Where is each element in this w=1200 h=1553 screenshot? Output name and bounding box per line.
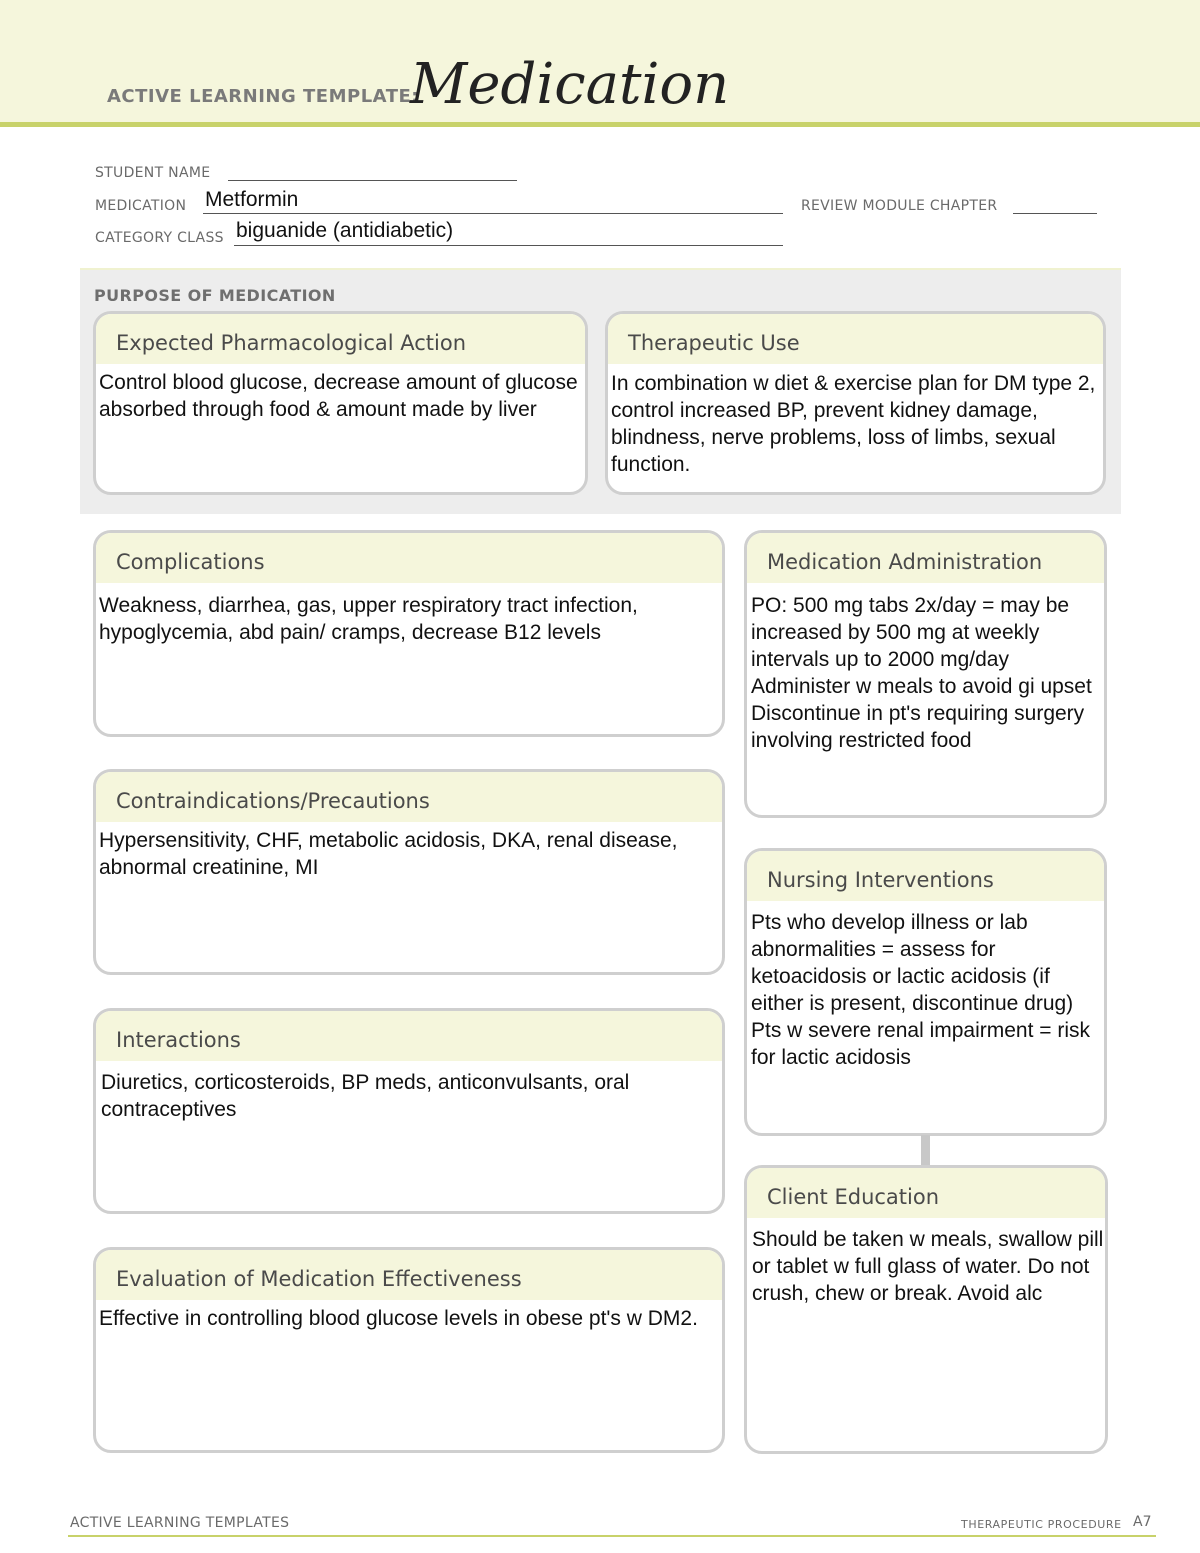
complications-text[interactable]: Weakness, diarrhea, gas, upper respiratory tract infection, hypoglycemia, abd pain/ cramps, decrease B12 levels xyxy=(99,594,638,644)
complications-heading: Complications xyxy=(96,533,722,583)
nursing-line: Pts who develop illness or lab abnormalities = assess for ketoacidosis or lactic acidosis (if either is present, discontinue drug) xyxy=(751,911,1074,1015)
client-education-heading: Client Education xyxy=(747,1168,1105,1218)
expected-action-heading: Expected Pharmacological Action xyxy=(96,314,585,364)
interactions-heading: Interactions xyxy=(96,1011,722,1061)
nursing-interventions-heading: Nursing Interventions xyxy=(747,851,1104,901)
expected-action-text[interactable]: Control blood glucose, decrease amount of glucose absorbed through food & amount made by liver xyxy=(99,371,578,421)
review-module-label: REVIEW MODULE CHAPTER xyxy=(801,198,998,214)
header-rule xyxy=(0,122,1200,127)
review-module-field[interactable] xyxy=(1013,213,1097,214)
page-title: Medication xyxy=(410,52,730,117)
evaluation-text[interactable]: Effective in controlling blood glucose levels in obese pt's w DM2. xyxy=(99,1307,698,1330)
client-education-text[interactable]: Should be taken w meals, swallow pill or tablet w full glass of water. Do not crush, chew or break. Avoid alc xyxy=(752,1228,1104,1305)
student-name-field[interactable] xyxy=(228,180,517,181)
contraindications-heading: Contraindications/Precautions xyxy=(96,772,722,822)
category-class-field[interactable] xyxy=(234,245,783,246)
nursing-interventions-text[interactable] xyxy=(747,901,1104,1071)
administration-line: PO: 500 mg tabs 2x/day = may be increased by 500 mg at weekly intervals up to 2000 mg/day xyxy=(751,594,1070,671)
footer-left-label: ACTIVE LEARNING TEMPLATES xyxy=(70,1515,290,1531)
contraindications-text[interactable]: Hypersensitivity, CHF, metabolic acidosis, DKA, renal disease, abnormal creatinine, MI xyxy=(99,829,678,879)
category-class-label: CATEGORY CLASS xyxy=(95,230,224,246)
footer-rule xyxy=(68,1535,1156,1537)
therapeutic-use-heading: Therapeutic Use xyxy=(608,314,1103,364)
administration-line: Discontinue in pt's requiring surgery involving restricted food xyxy=(751,702,1085,752)
student-name-label: STUDENT NAME xyxy=(95,165,211,181)
interactions-box xyxy=(93,1008,725,1214)
nursing-line: Pts w severe renal impairment = risk for lactic acidosis xyxy=(751,1019,1091,1069)
administration-line: Administer w meals to avoid gi upset xyxy=(751,675,1092,698)
administration-heading: Medication Administration xyxy=(747,533,1104,583)
page-number: A7 xyxy=(1133,1514,1152,1530)
complications-box xyxy=(93,530,725,737)
client-education-box xyxy=(744,1165,1108,1454)
evaluation-heading: Evaluation of Medication Effectiveness xyxy=(96,1250,722,1300)
expected-action-box xyxy=(93,311,588,495)
evaluation-box xyxy=(93,1247,725,1453)
nursing-interventions-box xyxy=(744,848,1107,1136)
box-connector xyxy=(921,1135,930,1166)
purpose-title: PURPOSE OF MEDICATION xyxy=(94,286,336,305)
contraindications-box xyxy=(93,769,725,975)
therapeutic-use-text[interactable]: In combination w diet & exercise plan for DM type 2, control increased BP, prevent kidney damage, blindness, nerve problems, loss of limbs, sexual function. xyxy=(611,372,1096,476)
medication-field[interactable] xyxy=(203,213,783,214)
template-label: ACTIVE LEARNING TEMPLATE: xyxy=(107,86,419,107)
administration-box xyxy=(744,530,1107,818)
interactions-text[interactable]: Diuretics, corticosteroids, BP meds, anticonvulsants, oral contraceptives xyxy=(101,1071,630,1121)
category-class-value: biguanide (antidiabetic) xyxy=(236,219,454,242)
administration-text[interactable] xyxy=(747,583,1104,754)
medication-value: Metformin xyxy=(205,188,299,211)
medication-label: MEDICATION xyxy=(95,198,187,214)
therapeutic-use-box xyxy=(605,311,1106,495)
footer-right-label: THERAPEUTIC PROCEDURE xyxy=(961,1518,1122,1531)
